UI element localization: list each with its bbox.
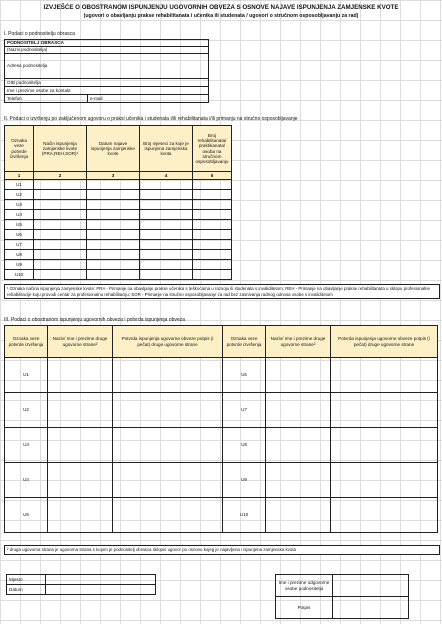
s3-header-naziv-right: Naziv/ Ime i prezime druge ugovorne strane² [266, 326, 331, 358]
s2-num-5: 5 [193, 172, 232, 180]
s3-header-potvrda-right: Potvrda ispunjenja ugovorne obveze potpis (i pečat) druge ugovorne strane [331, 326, 438, 358]
datum-label: Datum [7, 585, 46, 595]
s3-row-label: U6 [223, 358, 266, 393]
page-subtitle: (ugovori o obavljanju prakse rehabilitanata i učenika ili studenata / ugovori o stručnom osposobljavanju za rad) [83, 13, 359, 19]
telefon-label: Telefon [5, 95, 88, 103]
page-title: IZVJEŠĆE O OBOSTRANOM ISPUNJENJU UGOVORNIH OBVEZA S OSNOVE NAJAVE ISPUNJENJA ZAMJENSKE KVOTE [43, 4, 399, 11]
s3-header-naziv-left: Naziv/ Ime i prezime druge ugovorne strane² [48, 326, 113, 358]
s3-row-label: U4 [5, 463, 48, 498]
table-row [5, 220, 232, 230]
s2-row-label: U10 [5, 270, 34, 280]
section2-heading: II. Podaci o izvršenju po zaključenom ugovoru o praksi učenika i studenata i/ili rehabilitanata i/ili primanju na stručno osposobljavanje [4, 116, 298, 122]
table-row [5, 393, 438, 428]
naziv-label: (Naziv podnositelja) [5, 47, 209, 54]
s3-row-label: U10 [223, 498, 266, 533]
s2-num-4: 4 [140, 172, 193, 180]
s2-row-label: U7 [5, 240, 34, 250]
table-row [5, 358, 438, 393]
section2-footnote: ¹ Oznaka načina ispunjenja zamjenske kvote: PRA - Primanje na obavljanje prakse učenika s teškoćama u razvoju ili studenata s invaliditetom; REH - Primanje na obavljanje prakse rehabilitanata u sklopu profesionalne rehabilitacije koju provodi centar za profesionalnu rehabilitaciju; SOR - Primanje na stručno osposobljavanje za rad bez zasnivanja radnog odnosa osobe s invaliditetom [4, 284, 440, 299]
podnositelj-label: PODNOSITELJ OBRASCA [5, 40, 209, 47]
mjesto-label: Mjesto [7, 575, 46, 585]
section3-table [4, 325, 438, 533]
table-row [5, 240, 232, 250]
table-row [5, 210, 232, 220]
email-label: e-mail [88, 95, 209, 103]
s2-row-label: U4 [5, 210, 34, 220]
odgovorna-osoba-label: Ime i prezime odgovorne osobe podnositelja [276, 575, 333, 597]
s2-row-label: U9 [5, 260, 34, 270]
table-row [5, 190, 232, 200]
s2-num-1: 1 [5, 172, 34, 180]
table-row [5, 180, 232, 190]
table-row [5, 200, 232, 210]
s2-row-label: U8 [5, 250, 34, 260]
s2-header-oznaka: Oznaka veze potvrde izvršenja [5, 126, 34, 172]
s3-row-label: U8 [223, 428, 266, 463]
s2-row-label: U6 [5, 230, 34, 240]
s2-row-label: U3 [5, 200, 34, 210]
s2-row-label: U2 [5, 190, 34, 200]
potpis-label: Potpis [276, 597, 333, 619]
s2-header-nacin: Način ispunjenja zamjenske kvote (PRA,REH,SOR)¹ [34, 126, 87, 172]
s3-header-oznaka-right: Oznaka veze potvrde izvršenja [223, 326, 266, 358]
section3-footnote: ² druga ugovorna strana je ugovorna strana s kojom je podnositelj obrasca sklopio ugovor po osnovu kojeg je najavljena i ispunjena zamjenska kvota [4, 545, 440, 555]
s2-row-label: U1 [5, 180, 34, 190]
table-row [5, 260, 232, 270]
table-row [5, 230, 232, 240]
s3-row-label: U2 [5, 393, 48, 428]
table-row [5, 270, 232, 280]
section1-heading: I. Podaci o podnositelju obrasca [4, 31, 75, 37]
s3-row-label: U9 [223, 463, 266, 498]
signature-table [275, 574, 409, 619]
s3-row-label: U5 [5, 498, 48, 533]
table-row [5, 498, 438, 533]
section3-heading: III. Podaci o obostranom ispunjenju ugovornih obveza i potvrda ispunjenja obveza [4, 317, 185, 323]
s3-row-label: U3 [5, 428, 48, 463]
section2-table [4, 125, 232, 280]
s2-header-mjeseci: Broj mjeseci za koje je ispunjena zamjenska kvota [140, 126, 193, 172]
s2-num-2: 2 [34, 172, 87, 180]
table-row [5, 463, 438, 498]
s2-header-datum: Datum najave ispunjenja zamjenske kvote [87, 126, 140, 172]
place-date-table [6, 574, 156, 595]
s3-header-oznaka-left: Oznaka veze potvrde izvršenja [5, 326, 48, 358]
adresa-label: Adresa podnositelja [5, 54, 209, 79]
oib-label: OIB podnositelja [5, 79, 209, 87]
s2-num-3: 3 [87, 172, 140, 180]
s3-header-potvrda-left: Potvrda ispunjenja ugovorne obveze potpis (i pečat) druge ugovorne strane [113, 326, 223, 358]
kontakt-label: Ime i prezime osobe za kontakt [5, 87, 209, 95]
table-row [5, 428, 438, 463]
section1-table [4, 39, 209, 103]
s2-header-broj: Broj rehabilitanata/ praktikanata/ osoba na stručnom osposobljavanju [193, 126, 232, 172]
table-row [5, 250, 232, 260]
s2-row-label: U5 [5, 220, 34, 230]
s3-row-label: U1 [5, 358, 48, 393]
s3-row-label: U7 [223, 393, 266, 428]
